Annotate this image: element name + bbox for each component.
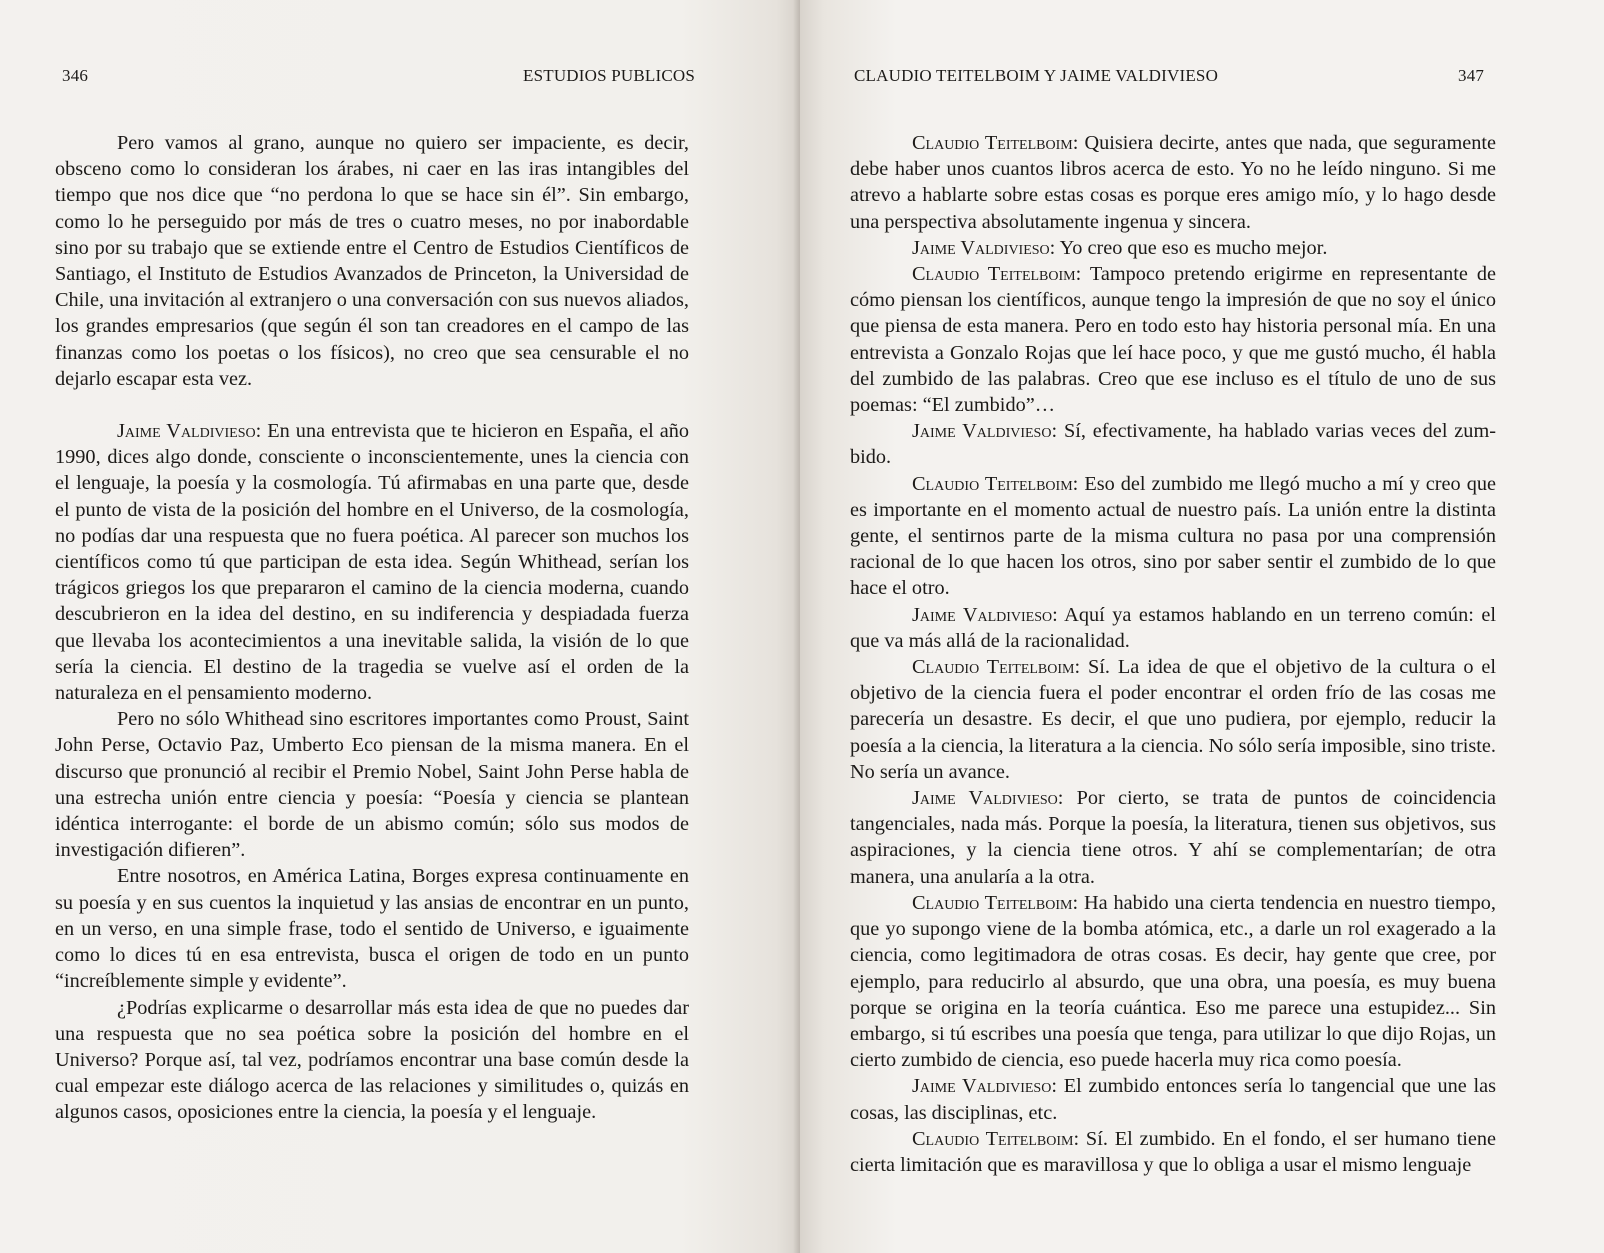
paragraph bbox=[850, 890, 1496, 1073]
paragraph-text: Yo creo que eso es mucho mejor. bbox=[1059, 236, 1328, 259]
paragraph-text: Eso del zumbido me llegó mucho a mí y creo que es importante en el momento actual de nuestro país. La unión entre la distinta gente, el sentirnos parte de la misma cultura no pasa por una comprensión racional de lo que hacen los otros, sino por saber sentir el zumbido de lo que hace el otro. bbox=[850, 472, 1496, 600]
paragraph bbox=[850, 602, 1496, 654]
speaker-name: Jaime Valdivieso: bbox=[912, 787, 1064, 810]
paragraph bbox=[55, 130, 689, 392]
paragraph bbox=[850, 654, 1496, 785]
paragraph-text: Quisiera decirte, antes que nada, que seguramente debe haber unos cuantos libros acerca de esto. Yo no he leído ninguno. Si me atrevo a hablarte sobre estas cosas es porque eres amigo mío, y lo hago desde una perspectiva absolutamente ingenua y sincera. bbox=[850, 132, 1496, 233]
speaker-name: Jaime Valdivieso: bbox=[912, 236, 1056, 259]
speaker-name: Claudio Teitelboim: bbox=[912, 472, 1079, 495]
speaker-name: Claudio Teitelboim: bbox=[912, 656, 1081, 679]
paragraph-text: Sí. El zumbido. En el fondo, el ser humano tiene cierta limitación que es maravillosa y que lo obliga a usar el mismo lenguaje bbox=[850, 1127, 1496, 1176]
speaker-name: Claudio Teitelboim: bbox=[912, 132, 1079, 154]
page-body bbox=[55, 130, 689, 1126]
paragraph bbox=[55, 706, 689, 863]
paragraph bbox=[850, 785, 1496, 890]
page-body bbox=[850, 130, 1496, 1178]
speaker-name: Jaime Valdivieso: bbox=[912, 1075, 1057, 1098]
paragraph bbox=[55, 863, 689, 994]
paragraph bbox=[850, 1073, 1496, 1125]
paragraph bbox=[850, 471, 1496, 602]
speaker-name: Claudio Teitelboim: bbox=[912, 891, 1079, 914]
paragraph-text: Sí, efectivamente, ha hablado varias veces del zumbido. bbox=[850, 420, 1496, 469]
speaker-name: Jaime Valdivieso: bbox=[912, 420, 1058, 443]
page-number: 347 bbox=[1458, 66, 1485, 85]
right-page bbox=[800, 0, 1604, 1253]
running-head: CLAUDIO TEITELBOIM Y JAIME VALDIVIESO bbox=[854, 66, 1219, 85]
paragraph-text: ¿Podrías explicarme o desarrollar más esta idea de que no puedes dar una respuesta que no sea poética sobre la posición del hombre en el Universo? Porque así, tal vez, podríamos encontrar una base común desde la cual empezar este diálogo acerca de las relaciones y similitudes o, quizás en algunos casos, oposiciones entre la ciencia, la poesía y el lenguaje. bbox=[55, 996, 689, 1124]
speaker-name: Jaime Valdivieso: bbox=[912, 603, 1058, 626]
paragraph-text: Por cierto, se trata de puntos de coincidencia tangenciales, nada más. Porque la poesía, la literatura, tienen sus objetivos, sus aspiraciones, y la ciencia tiene otros. Y ahí se complementarían; de otra manera, una anularía a la otra. bbox=[850, 787, 1497, 888]
paragraph bbox=[55, 418, 689, 706]
speaker-name: Claudio Teitelboim: bbox=[912, 263, 1082, 286]
page-number: 346 bbox=[62, 66, 89, 85]
paragraph bbox=[850, 1126, 1496, 1178]
paragraph-text: Entre nosotros, en América Latina, Borges expresa continuamente en su poesía y en sus cuentos la inquietud y las ansias de encontrar en un punto, en un verso, en una simple frase, todo el sentido de Universo, e iguaimente como lo dices tú en esa entrevista, busca el origen de todo en un punto “increíblemente simple y evidente”. bbox=[55, 865, 689, 993]
paragraph-text: Pero no sólo Whithead sino escritores importantes como Proust, Saint John Perse, Octavio Paz, Umberto Eco piensan de la misma manera. En el discurso que pronunció al recibir el Premio Nobel, Saint John Perse habla de una estrecha unión entre ciencia y poesía: “Poesía y ciencia se plantean idéntica interrogante: el borde de un abismo común; sólo sus modos de investigación difieren”. bbox=[55, 708, 689, 862]
paragraph-text: Tampoco pretendo erigirme en representante de cómo piensan los científicos, aunque tengo la impresión de que no soy el único que piensa de esta manera. Pero en todo esto hay historia personal mía. En una entrevista a Gonzalo Rojas que leí hace poco, y que me gustó mucho, él habla del zumbido de las palabras. Creo que ese incluso es el título de uno de sus poemas: “El zumbido”… bbox=[850, 263, 1496, 417]
speaker-name: Claudio Teitelboim: bbox=[912, 1127, 1080, 1150]
left-page bbox=[0, 0, 800, 1253]
paragraph bbox=[55, 995, 689, 1126]
running-head: ESTUDIOS PUBLICOS bbox=[523, 66, 696, 85]
paragraph-text: El zumbido entonces sería lo tangencial que une las cosas, las disciplinas, etc. bbox=[850, 1075, 1496, 1124]
paragraph-text: Ha habido una cierta tendencia en nuestro tiempo, que yo supongo viene de la bomba atómica, etc., a darle un rol exagerado a la ciencia, como legitimadora de otras cosas. Es decir, hay gente que cree, por ejemplo, para reducirlo al absurdo, que una obra, una poesía, es muy buena porque se origina en la teoría cuántica. Eso me parece una estupidez... Sin embargo, si tú escribes una poesía que tenga, para utilizar lo que dijo Rojas, un cierto zumbido de ciencia, eso puede hacerla muy rica como poesía. bbox=[850, 891, 1497, 1072]
paragraph bbox=[850, 130, 1496, 235]
paragraph bbox=[850, 261, 1496, 418]
paragraph bbox=[850, 235, 1496, 261]
paragraph bbox=[850, 418, 1496, 470]
paragraph-text: En una entrevista que te hicieron en España, el año 1990, dices algo donde, consciente o inconscientemente, unes la ciencia con el lenguaje, la poesía y la cosmología. Tú afirmabas en una parte que, desde el punto de vista de la posición del hombre en el Universo, de la cosmología, no podías dar una respuesta que no fuera poética. Al parecer son muchos los científicos como tú que participan de esta idea. Según Whithead, serían los trágicos griegos los que prepararon el camino de la ciencia moderna, cuando descubrieron en la idea del destino, en su indiferencia y despiadada fuerza que llevaba los acontecimientos a una inevitable salida, la visión de lo que sería la ciencia. El destino de la tragedia se vuelve así el orden de la naturaleza en el pensamiento moderno. bbox=[55, 420, 690, 705]
speaker-name: Jaime Valdivieso: bbox=[117, 420, 262, 443]
paragraph-text: Pero vamos al grano, aunque no quiero ser impaciente, es decir, obsceno como lo consideran los árabes, ni caer en las iras intangibles del tiempo que nos dice que “no perdona lo que se hace sin él”. Sin embargo, como lo he perseguido por más de tres o cuatro meses, no por inabordable sino por su trabajo que se extiende entre el Centro de Estudios Científicos de Santiago, el Instituto de Estudios Avanzados de Princeton, la Universidad de Chile, una invitación al extranjero o una conversación con sus nuevos aliados, los grandes empresarios (que según él son tan creadores en el campo de las finanzas como los poetas o los físicos), no creo que sea censurable el no dejarlo escapar esta vez. bbox=[55, 132, 689, 390]
paragraph-text: Aquí ya estamos hablando en un terreno común: el que va más allá de la racionalidad. bbox=[850, 603, 1497, 652]
paragraph-text: Sí. La idea de que el objetivo de la cultura o el objetivo de la ciencia fuera el poder encontrar el orden frío de las cosas me parecería un desastre. Es decir, el que uno pudiera, por ejemplo, reducir la poesía a la ciencia, la literatura a la ciencia. No sólo sería imposible, sino triste. No sería un avance. bbox=[850, 656, 1496, 783]
